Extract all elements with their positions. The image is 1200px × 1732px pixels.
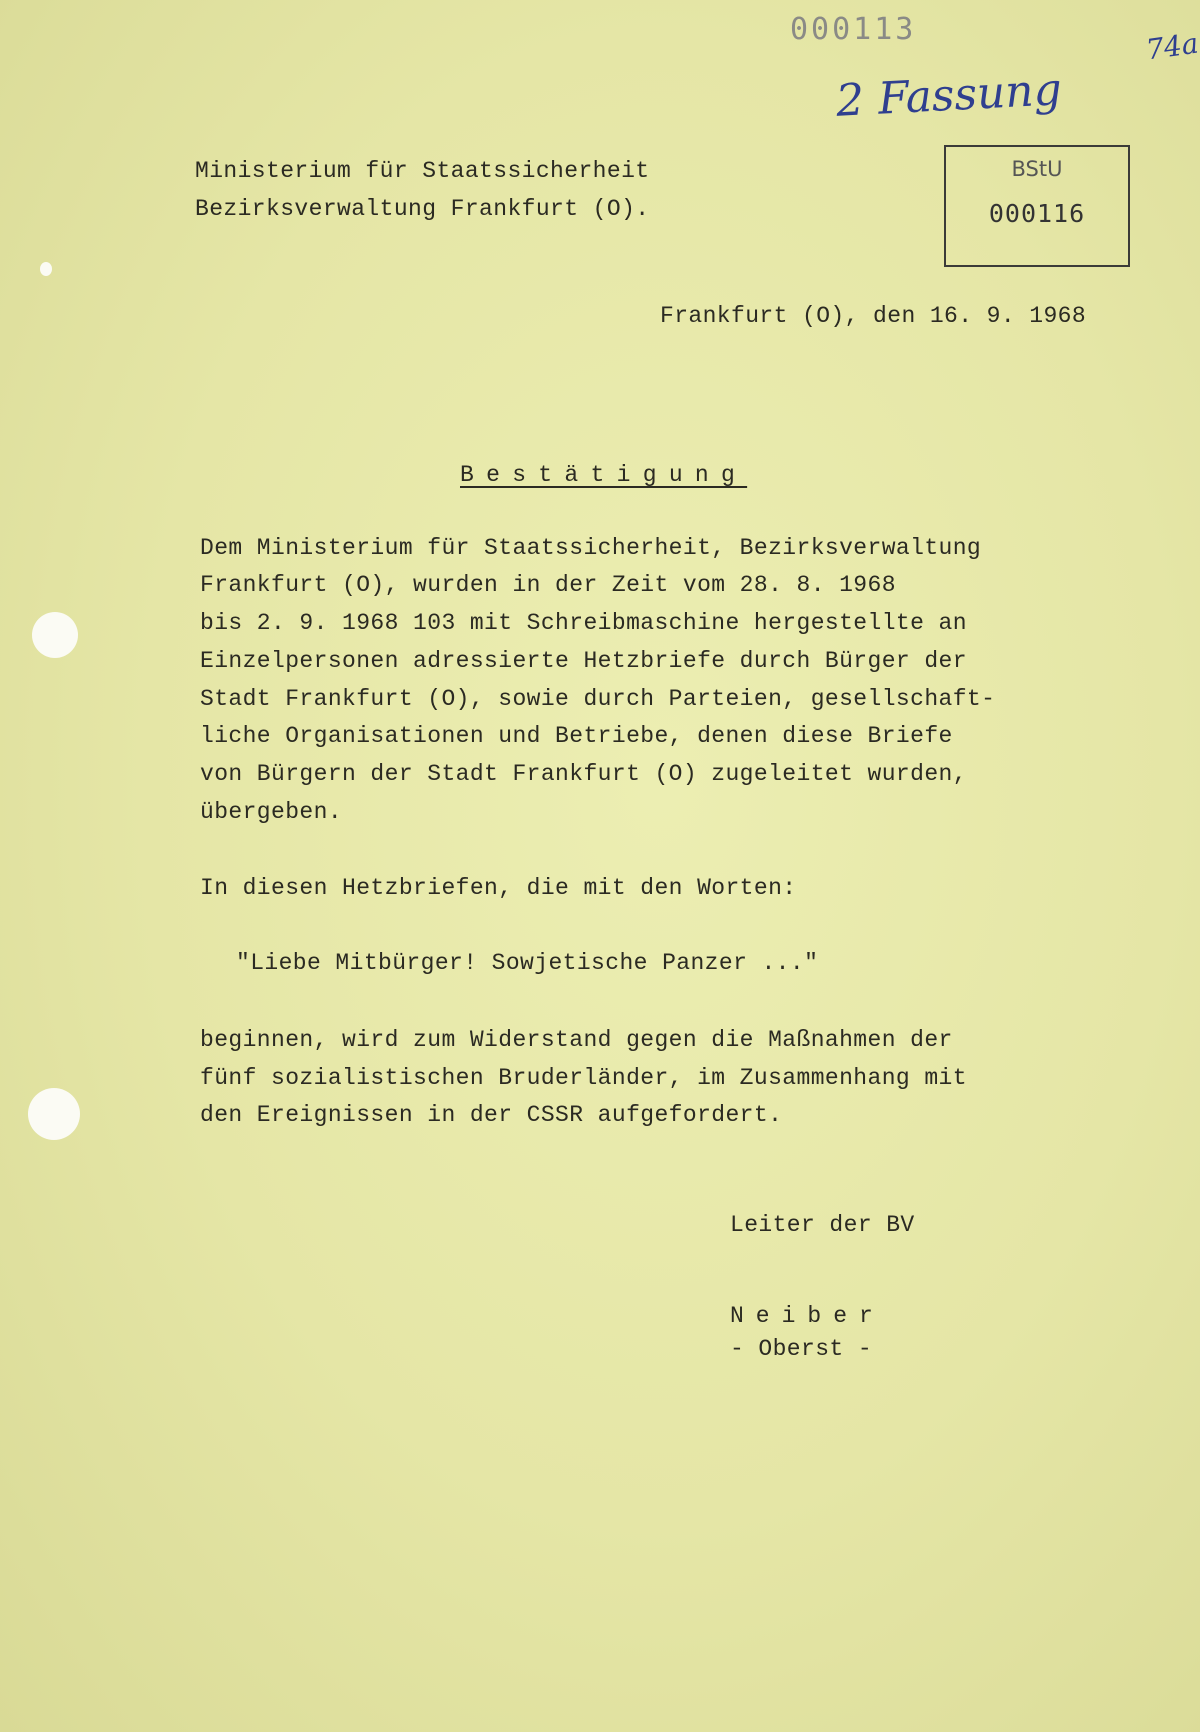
paper-nick — [40, 262, 52, 276]
stamp-number: 000116 — [988, 199, 1086, 228]
body-line: bis 2. 9. 1968 103 mit Schreibmaschine hergestellte an — [200, 610, 967, 636]
header-ministry: Ministerium für Staatssicherheit — [195, 158, 650, 184]
body-line: Frankfurt (O), wurden in der Zeit vom 28. 8. 1968 — [200, 572, 896, 598]
stamp-label: BStU — [1011, 157, 1063, 181]
body-line: fünf sozialistischen Bruderländer, im Zusammenhang mit — [200, 1065, 967, 1091]
body-line: Einzelpersonen adressierte Hetzbriefe durch Bürger der — [200, 648, 967, 674]
archive-stamp — [944, 145, 1130, 267]
body-line: übergeben. — [200, 799, 343, 825]
header-district-office: Bezirksverwaltung Frankfurt (O). — [195, 196, 650, 222]
document-title: Bestätigung — [460, 462, 748, 488]
handwritten-note: 2 Fassung — [834, 64, 1063, 127]
body-line: liche Organisationen und Betriebe, denen diese Briefe — [200, 723, 953, 749]
signature-role: Leiter der BV — [730, 1212, 915, 1238]
body-line: Dem Ministerium für Staatssicherheit, Bezirksverwaltung — [200, 535, 982, 561]
date-line: Frankfurt (O), den 16. 9. 1968 — [660, 303, 1087, 329]
signature-name: Neiber — [730, 1303, 885, 1329]
pencil-archive-number: 000113 — [790, 12, 917, 47]
body-line: beginnen, wird zum Widerstand gegen die Maßnahmen der — [200, 1027, 953, 1053]
quoted-letter-opening: "Liebe Mitbürger! Sowjetische Panzer ..." — [236, 950, 819, 976]
punch-hole-lower — [28, 1088, 80, 1140]
body-line: Stadt Frankfurt (O), sowie durch Parteien, gesellschaft- — [200, 686, 996, 712]
signature-rank: - Oberst - — [730, 1336, 873, 1362]
punch-hole-upper — [32, 612, 78, 658]
paragraph-2: In diesen Hetzbriefen, die mit den Worten: — [200, 875, 797, 901]
body-line: von Bürgern der Stadt Frankfurt (O) zugeleitet wurden, — [200, 761, 967, 787]
corner-page-note: 74a — [1143, 26, 1200, 67]
body-line: den Ereignissen in der CSSR aufgefordert. — [200, 1102, 783, 1128]
